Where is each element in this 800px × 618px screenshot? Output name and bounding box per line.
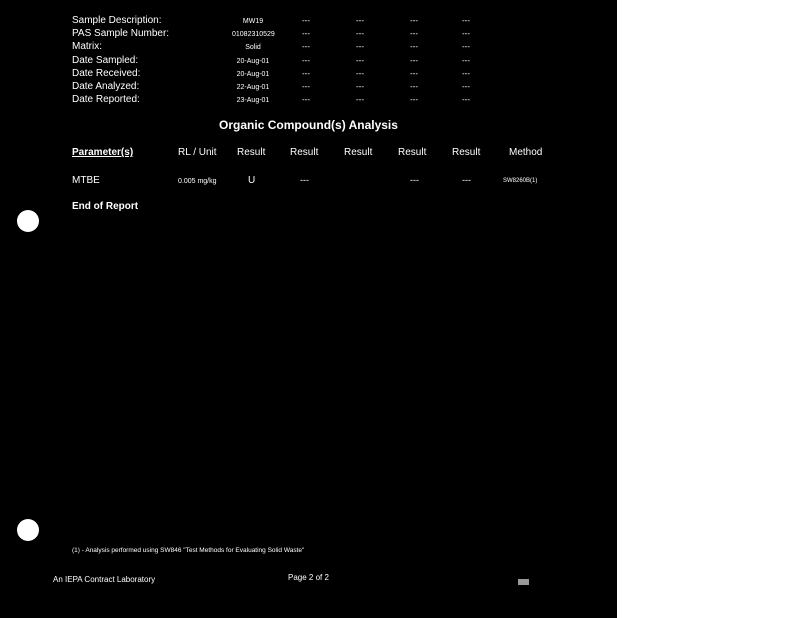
info-row-date-reported [72, 93, 492, 106]
stamp-mark [518, 579, 529, 585]
info-dash: --- [356, 16, 364, 25]
info-dash: --- [356, 42, 364, 52]
info-dash: --- [356, 95, 364, 105]
info-dash: --- [410, 95, 418, 105]
cell-result-1: U [248, 175, 256, 186]
column-header-result-3: Result [344, 147, 373, 158]
info-value: 22-Aug-01 [236, 83, 270, 91]
cell-rl-unit: 0.005 mg/kg [178, 178, 217, 185]
column-header-parameter: Parameter(s) [72, 147, 134, 158]
footer-lab: An IEPA Contract Laboratory [53, 575, 156, 584]
end-of-report: End of Report [72, 201, 139, 212]
info-label: Date Sampled: [72, 54, 139, 66]
info-row-matrix [72, 40, 492, 53]
column-header-result-1: Result [237, 147, 266, 158]
info-dash: --- [462, 16, 470, 25]
column-header-rl-unit: RL / Unit [178, 147, 217, 158]
info-dash: --- [302, 42, 310, 52]
info-label: Sample Description: [72, 15, 162, 26]
info-dash: --- [356, 55, 364, 65]
info-label: Matrix: [72, 41, 102, 53]
info-label: PAS Sample Number: [72, 28, 170, 40]
info-dash: --- [462, 29, 470, 39]
info-dash: --- [302, 55, 310, 65]
info-row-sample-number [72, 27, 492, 40]
info-value: 20-Aug-01 [236, 57, 270, 65]
info-dash: --- [410, 29, 418, 39]
info-value: MW19 [242, 18, 264, 25]
info-row-date-received [72, 67, 492, 80]
info-dash: --- [302, 95, 310, 105]
info-dash: --- [410, 55, 418, 65]
info-dash: --- [356, 29, 364, 39]
info-dash: --- [410, 16, 418, 25]
info-dash: --- [410, 68, 418, 78]
info-dash: --- [302, 29, 310, 39]
column-header-result-5: Result [452, 147, 481, 158]
cell-result-2: --- [300, 175, 309, 185]
footer-page-number: Page 2 of 2 [288, 573, 329, 582]
cell-parameter: MTBE [72, 175, 100, 186]
footnote: (1) - Analysis performed using SW846 "Test Methods for Evaluating Solid Waste" [72, 547, 305, 554]
info-dash: --- [462, 55, 470, 65]
info-row-date-analyzed [72, 80, 492, 93]
column-header-result-2: Result [290, 147, 319, 158]
column-header-result-4: Result [398, 147, 427, 158]
info-value: Solid [245, 44, 261, 52]
column-header-method: Method [509, 147, 543, 158]
punch-hole-top [17, 210, 39, 232]
info-dash: --- [462, 95, 470, 105]
sample-info-block [72, 14, 492, 106]
info-dash: --- [302, 16, 310, 25]
cell-result-5: --- [462, 175, 471, 185]
info-dash: --- [302, 81, 310, 91]
info-dash: --- [356, 81, 364, 91]
info-dash: --- [410, 81, 418, 91]
info-value: 23-Aug-01 [236, 97, 270, 105]
info-row-date-sampled [72, 54, 492, 67]
section-title: Organic Compound(s) Analysis [219, 118, 398, 132]
info-dash: --- [462, 42, 470, 52]
info-label: Date Received: [72, 67, 141, 79]
info-dash: --- [462, 81, 470, 91]
info-label: Date Reported: [72, 94, 140, 106]
punch-hole-bottom [17, 519, 39, 541]
info-value: 01082310529 [232, 31, 275, 39]
info-row-description [72, 14, 492, 27]
cell-method: SW8260B(1) [503, 178, 538, 184]
info-value: 20-Aug-01 [236, 70, 270, 78]
info-dash: --- [302, 68, 310, 78]
cell-result-4: --- [410, 175, 419, 185]
info-label: Date Analyzed: [72, 80, 140, 92]
info-dash: --- [356, 68, 364, 78]
info-dash: --- [410, 42, 418, 52]
info-dash: --- [462, 68, 470, 78]
